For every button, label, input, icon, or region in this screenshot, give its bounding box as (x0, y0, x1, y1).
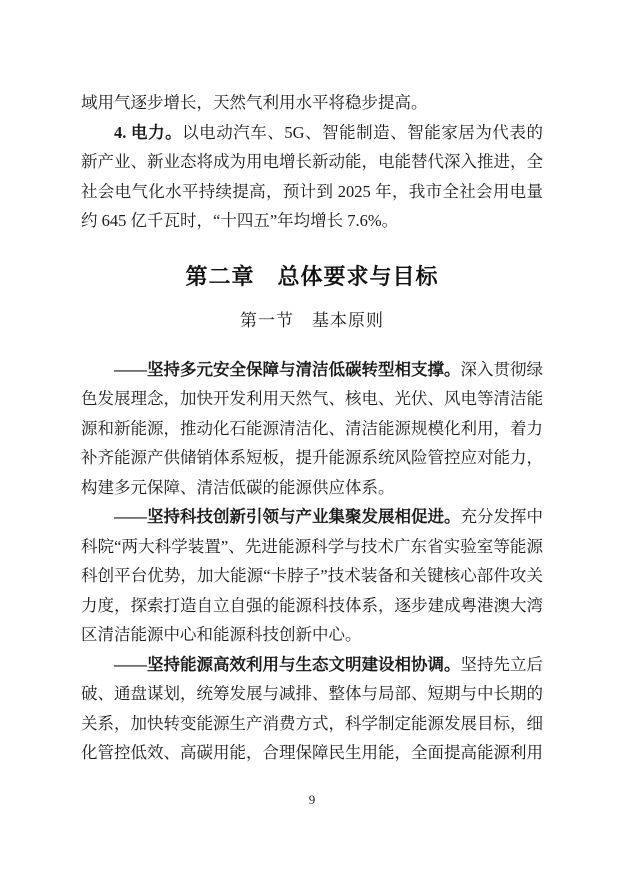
paragraph-text: 以电动汽车、5G、智能制造、智能家居为代表的新产业、新业态将成为用电增长新动能，电能替代深入推进，全社会电气化水平持续提高，预计到 2025 年，我市全社会用电量约 645 亿千瓦时，“十四五”年均增长 7.6%。 (81, 122, 543, 230)
paragraph-electricity (81, 118, 543, 236)
paragraph-principle-3 (81, 650, 543, 768)
paragraph-lead: ——坚持能源高效利用与生态文明建设相协调。 (114, 654, 461, 674)
paragraph-text: 域用气逐步增长，天然气利用水平将稳步提高。 (81, 93, 428, 112)
paragraph-text: 深入贯彻绿色发展理念，加快开发利用天然气、核电、光伏、风电等清洁能源和新能源，推动化石能源清洁化、清洁能源规模化利用，着力补齐能源产供储销体系短板，提升能源系统风险管控应对能力，构建多元保障、清洁低碳的能源供应体系。 (81, 359, 543, 497)
paragraph-gas-continuation (81, 88, 543, 118)
paragraph-text: 坚持先立后破、通盘谋划，统筹发展与减排、整体与局部、短期与中长期的关系，加快转变能源生产消费方式，科学制定能源发展目标，细化管控低效、高碳用能，合理保障民生用能，全面提高能源利用 (81, 654, 543, 762)
page-number: 9 (308, 792, 316, 807)
paragraph-text: 充分发挥中科院“两大科学装置”、先进能源科学与技术广东省实验室等能源科创平台优势，加大能源“卡脖子”技术装备和关键核心部件攻关力度，探索打造自立自强的能源科技体系，逐步建成粤港澳大湾区清洁能源中心和能源科技创新中心。 (81, 507, 543, 644)
paragraph-lead: ——坚持科技创新引领与产业集聚发展相促进。 (114, 507, 461, 526)
section-heading: 第一节 基本原则 (240, 310, 384, 330)
paragraph-principle-2 (81, 502, 543, 650)
page-content (81, 88, 543, 768)
paragraph-lead: ——坚持多元安全保障与清洁低碳转型相支撑。 (114, 359, 461, 379)
paragraph-principle-1 (81, 355, 543, 503)
paragraph-lead: 4. 电力。 (114, 122, 183, 142)
chapter-heading: 第二章 总体要求与目标 (185, 263, 439, 289)
